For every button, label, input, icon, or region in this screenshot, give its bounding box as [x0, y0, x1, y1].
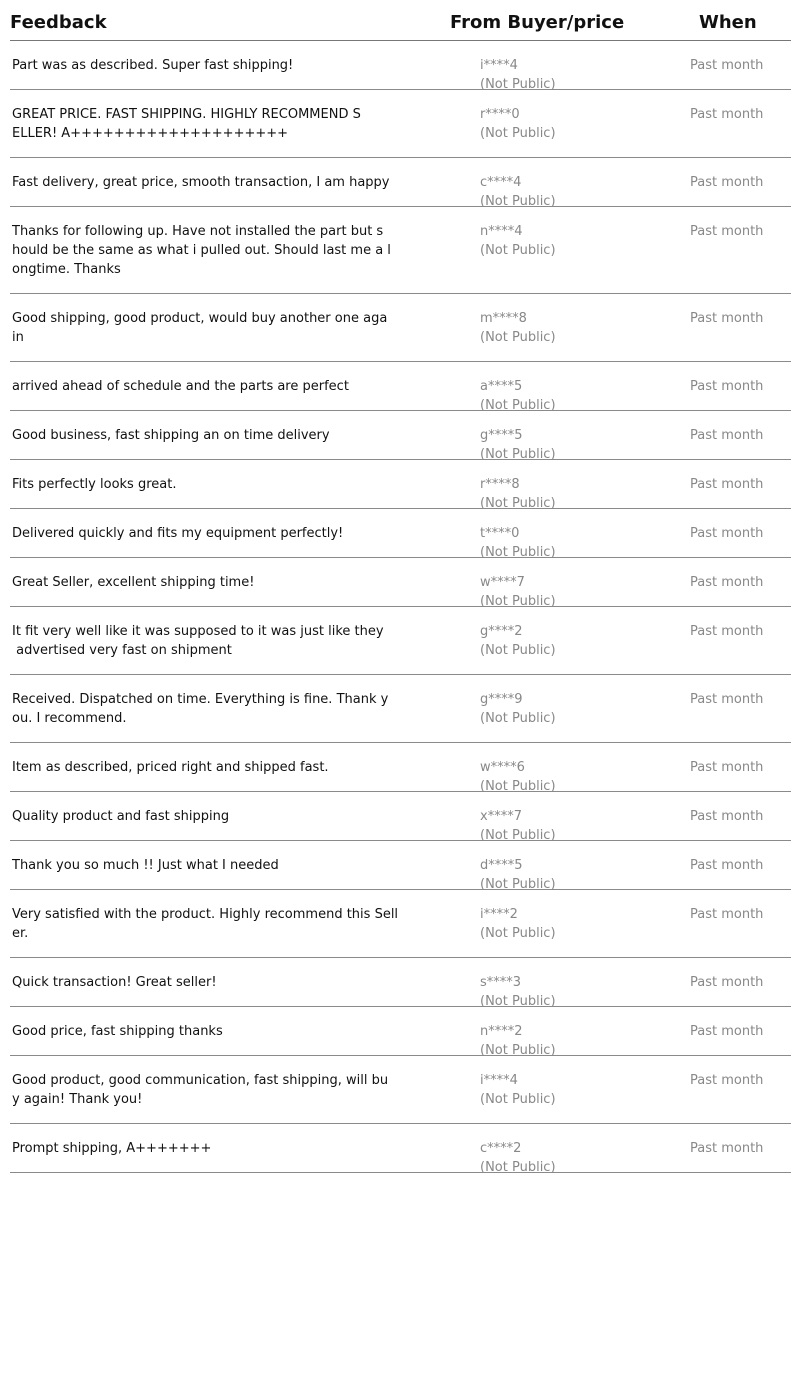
feedback-text: Part was as described. Super fast shipping! — [12, 58, 294, 73]
table-row — [10, 41, 791, 90]
buyer-id: g****2 — [480, 624, 523, 639]
feedback-text: Item as described, priced right and shipped fast. — [12, 760, 329, 775]
buyer-visibility: (Not Public) — [480, 828, 556, 843]
table-row — [10, 558, 791, 607]
buyer-cell — [480, 1071, 556, 1109]
feedback-text: Quality product and fast shipping — [12, 809, 230, 824]
feedback-date: Past month — [690, 428, 764, 443]
feedback-date: Past month — [690, 477, 764, 492]
buyer-visibility: (Not Public) — [480, 77, 556, 92]
buyer-cell — [480, 807, 556, 845]
feedback-text: GREAT PRICE. FAST SHIPPING. HIGHLY RECOMMEND S ELLER! A++++++++++++++++++++ — [12, 107, 361, 141]
buyer-cell — [480, 690, 556, 728]
table-row — [10, 743, 791, 792]
buyer-id: i****4 — [480, 1073, 518, 1088]
buyer-visibility: (Not Public) — [480, 545, 556, 560]
table-row — [10, 90, 791, 158]
feedback-text: Good price, fast shipping thanks — [12, 1024, 223, 1039]
table-row — [10, 607, 791, 675]
buyer-id: r****0 — [480, 107, 520, 122]
feedback-date: Past month — [690, 1141, 764, 1156]
buyer-id: w****7 — [480, 575, 525, 590]
table-row — [10, 509, 791, 558]
feedback-date: Past month — [690, 575, 764, 590]
table-row — [10, 675, 791, 743]
buyer-visibility: (Not Public) — [480, 447, 556, 462]
feedback-text: Prompt shipping, A+++++++ — [12, 1141, 212, 1156]
feedback-text: Thanks for following up. Have not installed the part but s hould be the same as what i pulled out. Should last me a l ongtime. Thanks — [12, 224, 391, 277]
feedback-date: Past month — [690, 58, 764, 73]
table-row — [10, 1056, 791, 1124]
feedback-text: Great Seller, excellent shipping time! — [12, 575, 255, 590]
feedback-text: Received. Dispatched on time. Everything is fine. Thank y ou. I recommend. — [12, 692, 389, 726]
table-row — [10, 294, 791, 362]
buyer-visibility: (Not Public) — [480, 1043, 556, 1058]
table-row — [10, 890, 791, 958]
buyer-visibility: (Not Public) — [480, 496, 556, 511]
buyer-id: n****4 — [480, 224, 523, 239]
buyer-visibility: (Not Public) — [480, 126, 556, 141]
feedback-date: Past month — [690, 224, 764, 239]
when-column-header: When — [699, 12, 757, 33]
buyer-cell — [480, 309, 556, 347]
feedback-date: Past month — [690, 907, 764, 922]
buyer-visibility: (Not Public) — [480, 1092, 556, 1107]
buyer-visibility: (Not Public) — [480, 994, 556, 1009]
feedback-date: Past month — [690, 1024, 764, 1039]
buyer-id: r****8 — [480, 477, 520, 492]
feedback-date: Past month — [690, 624, 764, 639]
buyer-cell — [480, 1139, 556, 1177]
buyer-cell — [480, 173, 556, 211]
buyer-id: d****5 — [480, 858, 523, 873]
feedback-text: Good shipping, good product, would buy another one aga in — [12, 311, 388, 345]
feedback-text: Good business, fast shipping an on time delivery — [12, 428, 330, 443]
feedback-text: Fits perfectly looks great. — [12, 477, 177, 492]
buyer-id: g****5 — [480, 428, 523, 443]
feedback-date: Past month — [690, 858, 764, 873]
feedback-date: Past month — [690, 760, 764, 775]
table-row — [10, 158, 791, 207]
buyer-id: a****5 — [480, 379, 523, 394]
feedback-text: It fit very well like it was supposed to it was just like they advertised very fast on shipment — [12, 624, 384, 658]
buyer-visibility: (Not Public) — [480, 398, 556, 413]
buyer-cell — [480, 973, 556, 1011]
feedback-text: Very satisfied with the product. Highly recommend this Sell er. — [12, 907, 399, 941]
buyer-id: s****3 — [480, 975, 522, 990]
buyer-cell — [480, 758, 556, 796]
feedback-text: arrived ahead of schedule and the parts are perfect — [12, 379, 349, 394]
buyer-cell — [480, 377, 556, 415]
feedback-text: Quick transaction! Great seller! — [12, 975, 217, 990]
buyer-visibility: (Not Public) — [480, 594, 556, 609]
table-row — [10, 207, 791, 294]
buyer-cell — [480, 475, 556, 513]
feedback-date: Past month — [690, 526, 764, 541]
buyer-cell — [480, 426, 556, 464]
buyer-visibility: (Not Public) — [480, 330, 556, 345]
buyer-id: i****4 — [480, 58, 518, 73]
feedback-column-header: Feedback — [10, 12, 107, 33]
buyer-visibility: (Not Public) — [480, 779, 556, 794]
buyer-id: n****2 — [480, 1024, 523, 1039]
buyer-id: m****8 — [480, 311, 527, 326]
buyer-visibility: (Not Public) — [480, 194, 556, 209]
buyer-cell — [480, 222, 556, 260]
buyer-visibility: (Not Public) — [480, 877, 556, 892]
feedback-text: Thank you so much !! Just what I needed — [12, 858, 279, 873]
feedback-date: Past month — [690, 311, 764, 326]
buyer-visibility: (Not Public) — [480, 243, 556, 258]
feedback-date: Past month — [690, 107, 764, 122]
feedback-table — [10, 8, 791, 1173]
feedback-text: Delivered quickly and fits my equipment perfectly! — [12, 526, 344, 541]
table-row — [10, 958, 791, 1007]
feedback-date: Past month — [690, 175, 764, 190]
table-row — [10, 792, 791, 841]
buyer-visibility: (Not Public) — [480, 643, 556, 658]
buyer-cell — [480, 105, 556, 143]
table-row — [10, 1124, 791, 1173]
table-header — [10, 8, 791, 41]
feedback-date: Past month — [690, 692, 764, 707]
buyer-cell — [480, 56, 556, 94]
table-row — [10, 362, 791, 411]
buyer-cell — [480, 622, 556, 660]
table-row — [10, 841, 791, 890]
table-row — [10, 1007, 791, 1056]
feedback-date: Past month — [690, 809, 764, 824]
feedback-date: Past month — [690, 975, 764, 990]
buyer-id: w****6 — [480, 760, 525, 775]
buyer-id: g****9 — [480, 692, 523, 707]
buyer-id: c****2 — [480, 1141, 522, 1156]
buyer-visibility: (Not Public) — [480, 711, 556, 726]
table-row — [10, 460, 791, 509]
feedback-text: Good product, good communication, fast shipping, will bu y again! Thank you! — [12, 1073, 389, 1107]
buyer-cell — [480, 905, 556, 943]
buyer-id: c****4 — [480, 175, 522, 190]
buyer-cell — [480, 573, 556, 611]
buyer-id: i****2 — [480, 907, 518, 922]
feedback-text: Fast delivery, great price, smooth transaction, I am happy — [12, 175, 390, 190]
buyer-id: x****7 — [480, 809, 522, 824]
buyer-id: t****0 — [480, 526, 520, 541]
feedback-date: Past month — [690, 1073, 764, 1088]
table-row — [10, 411, 791, 460]
buyer-cell — [480, 1022, 556, 1060]
buyer-visibility: (Not Public) — [480, 926, 556, 941]
buyer-cell — [480, 524, 556, 562]
buyer-visibility: (Not Public) — [480, 1160, 556, 1175]
buyer-cell — [480, 856, 556, 894]
buyer-column-header: From Buyer/price — [450, 12, 625, 33]
feedback-date: Past month — [690, 379, 764, 394]
